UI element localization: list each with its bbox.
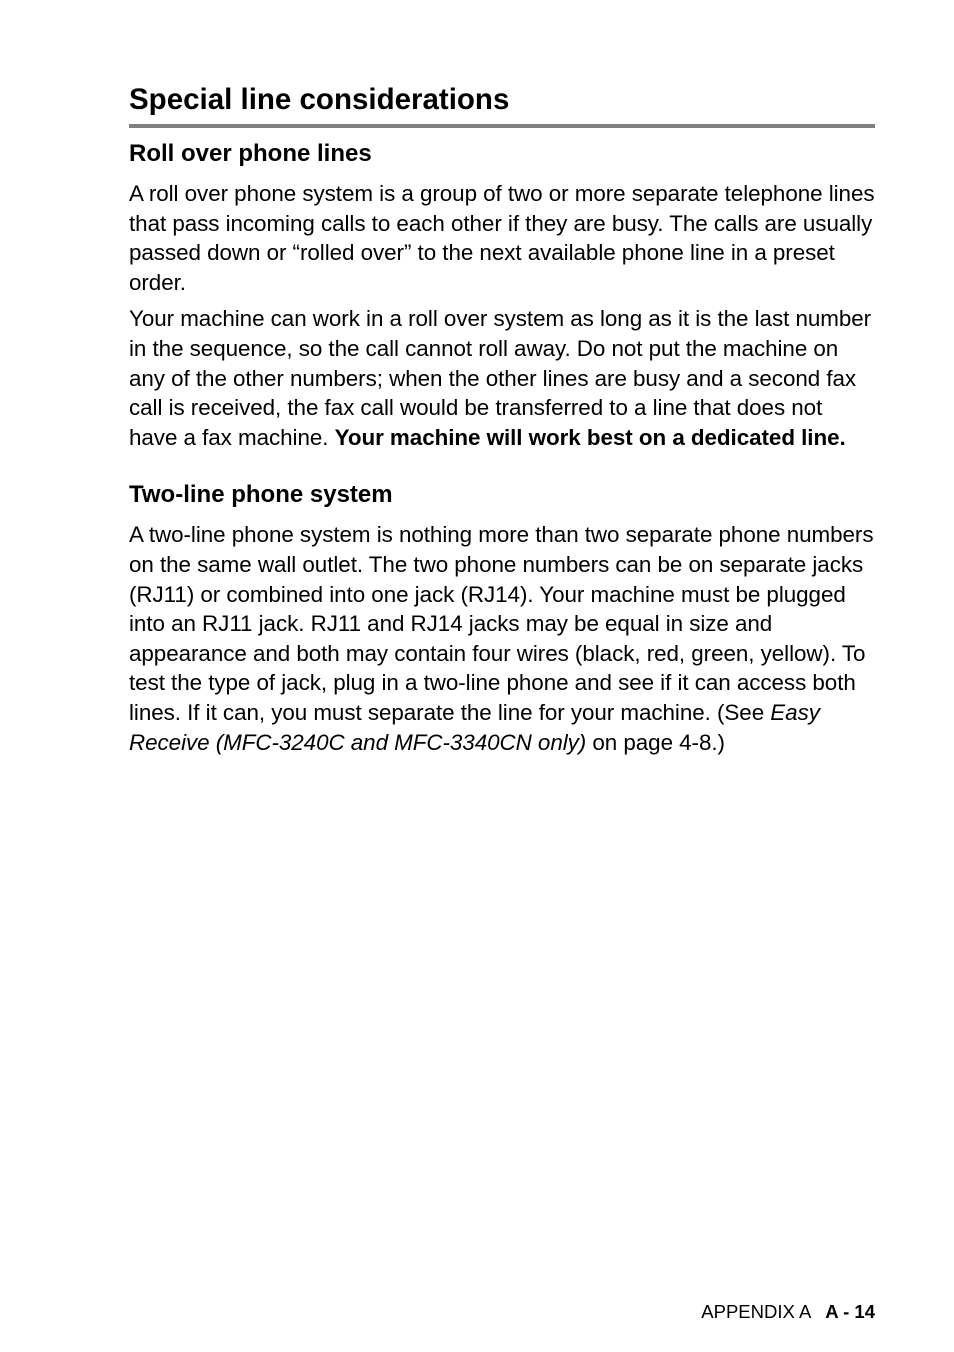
document-page xyxy=(129,80,875,757)
twoline-paragraph-end: on page 4-8.) xyxy=(586,729,725,755)
section-title: Special line considerations xyxy=(129,80,875,128)
footer-label: APPENDIX A xyxy=(701,1301,812,1322)
twoline-paragraph-text: A two-line phone system is nothing more than two separate phone numbers on the same wall outlet. The two phone numbers can be on separate jacks (RJ11) or combined into one jack (RJ14). Your machine must be plugged into an RJ11 jack. RJ11 and RJ14 jacks may be equal in size and appearance and both may contain four wires (black, red, green, yellow). To test the type of jack, plug in a two-line phone and see if it can access both lines. If it can, you must separate the line for your machine. (See xyxy=(129,522,874,725)
twoline-cross-reference: Easy Receive (MFC-3240C and MFC-3340CN only) xyxy=(129,699,820,755)
rollover-heading: Roll over phone lines xyxy=(129,140,372,167)
page-number: A - 14 xyxy=(825,1301,875,1322)
rollover-paragraph-2 xyxy=(129,304,875,452)
rollover-paragraph-2-text: Your machine can work in a roll over system as long as it is the last number in the sequence, so the call cannot roll away. Do not put the machine on any of the other numbers; when the other lines are busy and a second fax call is received, the fax call would be transferred to a line that does not have a fax machine. xyxy=(129,306,872,450)
rollover-paragraph-1: A roll over phone system is a group of two or more separate telephone lines that pass incoming calls to each other if they are busy. The calls are usually passed down or “rolled over” to the next available phone line in a preset order. xyxy=(129,181,875,295)
twoline-paragraph xyxy=(129,520,875,757)
rollover-paragraph-2-bold: Your machine will work best on a dedicated line. xyxy=(334,424,846,450)
page-footer xyxy=(701,1300,875,1324)
twoline-heading: Two-line phone system xyxy=(129,481,393,509)
